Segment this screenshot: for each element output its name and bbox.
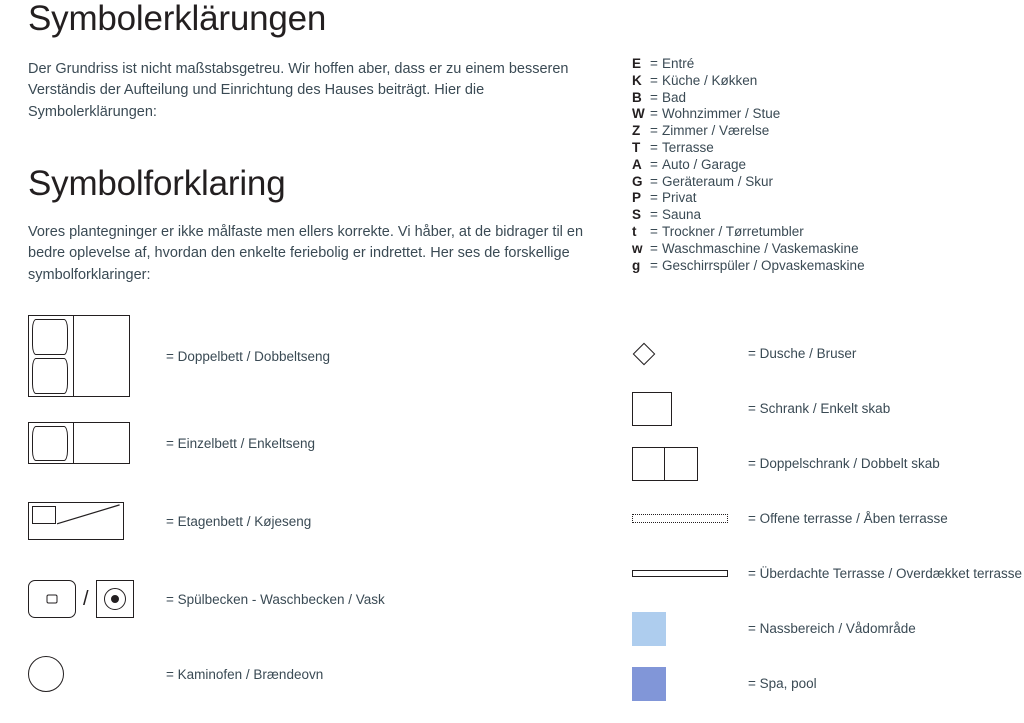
legend-label-single-bed: = Einzelbett / Enkeltseng [166, 435, 315, 451]
section-spacer [28, 123, 588, 165]
open-terrace-icon [632, 514, 748, 523]
abbreviation-key: P [632, 190, 642, 206]
legend-label-stove: = Kaminofen / Brændeovn [166, 666, 324, 682]
abbreviation-value: Zimmer / Værelse [662, 123, 770, 139]
single-bed-icon [28, 422, 148, 464]
abbreviation-row [632, 207, 1012, 224]
abbreviation-equals: = [650, 190, 658, 206]
legend-item-open-terrace [632, 491, 1024, 546]
abbreviation-value: Auto / Garage [662, 156, 747, 172]
legend-item-wet-area [632, 601, 1024, 656]
legend-label-open-terrace: = Offene terrasse / Åben terrasse [748, 511, 948, 526]
abbreviation-equals: = [650, 56, 658, 71]
slash-separator: / [83, 588, 89, 610]
abbreviation-value: Wohnzimmer / Stue [662, 106, 781, 122]
abbreviation-key: g [632, 257, 641, 273]
abbreviation-equals: = [650, 89, 658, 105]
left-column [28, 0, 588, 710]
abbreviation-key: W [632, 106, 645, 122]
double-bed-icon [28, 315, 148, 397]
legend-label-sink: = Spülbecken - Waschbecken / Vask [166, 591, 385, 607]
double-cabinet-icon [632, 447, 748, 481]
legend-item-spa-pool [632, 656, 1024, 711]
abbreviation-key: T [632, 139, 641, 155]
page-title-de: Symbolerklärungen [28, 0, 327, 38]
abbreviation-row [632, 140, 1012, 157]
abbreviation-value: Geschirrspüler / Opvaskemaskine [662, 257, 865, 273]
abbreviation-row [632, 106, 1012, 123]
legend-label-double-cabinet: = Doppelschrank / Dobbelt skab [748, 456, 940, 471]
abbreviation-equals: = [650, 72, 658, 88]
abbreviation-row [632, 56, 1012, 73]
abbreviation-key: B [632, 89, 642, 105]
spa-pool-swatch-icon [632, 667, 748, 701]
abbreviation-value: Geräteraum / Skur [662, 173, 774, 189]
abbreviation-row [632, 258, 1012, 275]
abbreviation-key: A [632, 156, 642, 172]
intro-paragraph-dk: Vores plantegninger er ikke målfaste men ellers korrekte. Vi håber, at de bidrager til en bedre oplevelse af, hvordan den enkelte feriebolig er indrettet. Her ses de forskellige symbolforklaringer: [28, 223, 584, 283]
abbreviation-key: K [632, 72, 642, 88]
abbreviation-value: Bad [662, 89, 687, 105]
shower-icon [632, 346, 748, 362]
abbreviation-row [632, 174, 1012, 191]
abbreviation-row [632, 123, 1012, 140]
abbreviation-key: E [632, 56, 642, 71]
legend-item-shower [632, 326, 1024, 381]
legend-item-covered-terrace [632, 546, 1024, 601]
sink-washbasin-icon [28, 580, 148, 618]
abbreviation-value: Trockner / Tørretumbler [662, 223, 804, 239]
abbreviation-value: Terrasse [662, 139, 714, 155]
abbreviation-equals: = [650, 223, 658, 239]
fireplace-stove-icon [28, 656, 148, 692]
abbreviation-value: Sauna [662, 207, 702, 223]
abbreviation-value: Küche / Køkken [662, 72, 758, 88]
abbreviation-equals: = [650, 156, 658, 172]
intro-paragraph-de: Der Grundriss ist nicht maßstabsgetreu. Wir hoffen aber, dass er zu einem besseren Verständis der Aufteilung und Einrichtung des Hauses beiträgt. Hier die Symbolerklärungen: [28, 60, 569, 120]
legend-label-bunk-bed: = Etagenbett / Køjeseng [166, 513, 312, 529]
abbreviation-value: Waschmaschine / Vaskemaskine [662, 240, 859, 256]
left-symbol-list [28, 308, 588, 710]
abbreviation-key: t [632, 223, 637, 239]
right-column [632, 56, 1022, 691]
abbreviation-row [632, 73, 1012, 90]
abbreviation-value: Entré [662, 56, 695, 71]
legend-item-double-cabinet [632, 436, 1024, 491]
abbreviation-value: Privat [662, 190, 697, 206]
abbreviation-row [632, 157, 1012, 174]
right-symbol-list [632, 326, 1024, 711]
abbreviation-row [632, 90, 1012, 107]
abbreviation-equals: = [650, 257, 658, 273]
abbreviation-key: Z [632, 123, 641, 139]
legend-label-shower: = Dusche / Bruser [748, 346, 857, 361]
legend-label-spa-pool: = Spa, pool [748, 676, 817, 691]
single-cabinet-icon [632, 392, 748, 426]
legend-item-bunk-bed [28, 482, 588, 560]
legend-item-sink [28, 560, 588, 638]
legend-label-covered-terrace: = Überdachte Terrasse / Overdækket terrasse [748, 566, 1022, 581]
abbreviation-key: S [632, 207, 642, 223]
legend-label-wet-area: = Nassbereich / Vådområde [748, 621, 916, 636]
abbreviation-equals: = [650, 173, 658, 189]
wet-area-swatch-icon [632, 612, 748, 646]
legend-item-stove [28, 638, 588, 710]
abbreviation-key: G [632, 173, 643, 189]
abbreviation-equals: = [650, 207, 658, 223]
legend-item-single-cabinet [632, 381, 1024, 436]
legend-item-double-bed [28, 308, 588, 404]
page-title-dk: Symbolforklaring [28, 164, 286, 203]
abbreviation-key: w [632, 240, 643, 256]
abbreviation-row [632, 190, 1012, 207]
abbreviation-row [632, 241, 1012, 258]
bunk-bed-icon [28, 502, 148, 540]
abbreviation-list [632, 56, 1012, 274]
abbreviation-equals: = [650, 240, 658, 256]
abbreviation-equals: = [650, 123, 658, 139]
abbreviation-equals: = [650, 139, 658, 155]
covered-terrace-icon [632, 570, 748, 577]
abbreviation-row [632, 224, 1012, 241]
legend-label-double-bed: = Doppelbett / Dobbeltseng [166, 348, 330, 364]
legend-label-single-cabinet: = Schrank / Enkelt skab [748, 401, 891, 416]
legend-item-single-bed [28, 404, 588, 482]
abbreviation-equals: = [650, 106, 658, 122]
